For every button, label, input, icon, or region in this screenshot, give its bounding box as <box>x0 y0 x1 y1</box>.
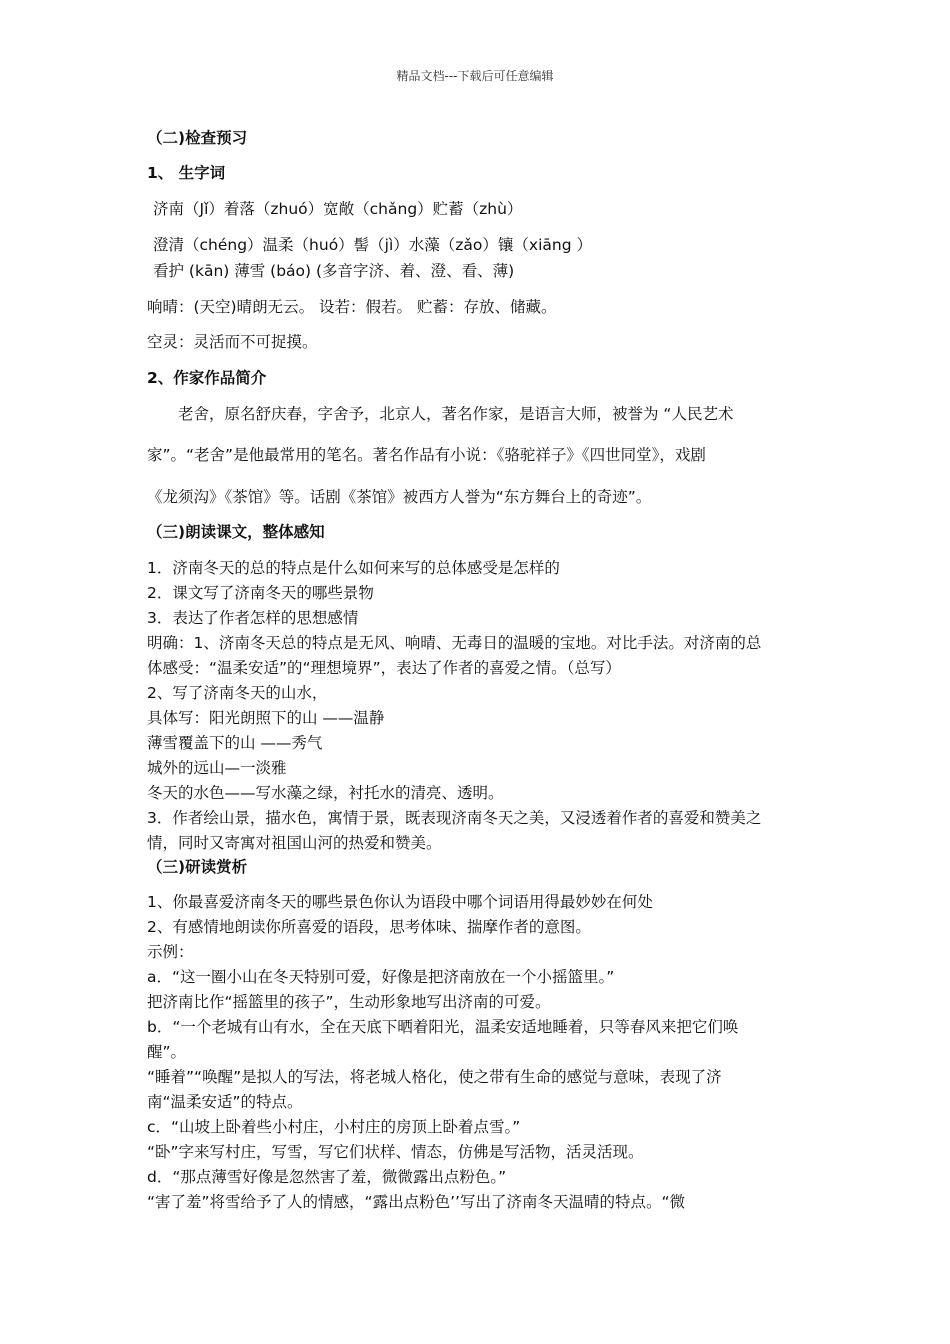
question-line: 3．表达了作者怎样的思想感情 <box>147 609 359 627</box>
example-line: c．“山坡上卧着些小村庄，小村庄的房顶上卧着点雪。” <box>147 1118 521 1136</box>
section-heading: （三)朗读课文，整体感知 <box>147 523 325 541</box>
question-line: 1、你最喜爱济南冬天的哪些景色你认为语段中哪个词语用得最妙妙在何处 <box>147 893 653 911</box>
example-line: “卧”字来写村庄，写雪，写它们状样、情态，仿佛是写活物，活灵活现。 <box>147 1143 644 1161</box>
example-line: 醒”。 <box>147 1043 187 1061</box>
paragraph-line: 老舍，原名舒庆春，字舍予，北京人，著名作家，是语言大师，被誉为 “人民艺术 <box>178 405 734 423</box>
answer-line: 具体写：阳光朗照下的山 ——温静 <box>147 709 385 727</box>
section-heading: （二)检查预习 <box>147 129 248 147</box>
answer-line: 2、写了济南冬天的山水， <box>147 684 328 702</box>
vocab-line: 看护 (kān) 薄雪 (báo) (多音字济、着、澄、看、薄) <box>153 262 515 280</box>
question-line: 2．课文写了济南冬天的哪些景物 <box>147 584 374 602</box>
example-line: 把济南比作“摇篮里的孩子”，生动形象地写出济南的可爱。 <box>147 993 551 1011</box>
answer-line: 城外的远山—一淡雅 <box>147 759 287 777</box>
section-heading: （三)研读赏析 <box>147 858 248 876</box>
example-line: 南“温柔安适”的特点。 <box>147 1093 303 1111</box>
answer-line: 明确：1、济南冬天总的特点是无风、响晴、无毒日的温暖的宝地。对比手法。对济南的总 <box>147 634 762 652</box>
question-line: 1．济南冬天的总的特点是什么如何来写的总体感受是怎样的 <box>147 559 560 577</box>
subsection-heading: 2、作家作品简介 <box>147 369 267 387</box>
definition-line: 响晴：(天空)晴朗无云。 设若：假若。 贮蓄：存放、储藏。 <box>147 298 557 316</box>
example-line: “害了羞”将雪给予了人的情感，“露出点粉色’’写出了济南冬天温晴的特点。“微 <box>147 1193 685 1211</box>
example-line: a．“这一圈小山在冬天特别可爱，好像是把济南放在一个小摇篮里。” <box>147 968 615 986</box>
vocab-line: 澄清（chéng）温柔（huó）髻（jì）水藻（zǎo）镶（xiāng ） <box>153 236 592 254</box>
paragraph-line: 家”。“老舍”是他最常用的笔名。著名作品有小说：《骆驼祥子》《四世同堂》，戏剧 <box>147 446 706 464</box>
answer-line: 3．作者绘山景，描水色，寓情于景，既表现济南冬天之美，又浸透着作者的喜爱和赞美之 <box>147 809 762 827</box>
question-line: 2、有感情地朗读你所喜爱的语段，思考体味、揣摩作者的意图。 <box>147 918 591 936</box>
answer-line: 体感受：“温柔安适”的“理想境界”，表达了作者的喜爱之情。（总写） <box>147 659 621 677</box>
page-header: 精品文档---下载后可任意编辑 <box>396 69 554 83</box>
answer-line: 薄雪覆盖下的山 ——秀气 <box>147 734 323 752</box>
example-line: b．“一个老城有山有水，全在天底下晒着阳光，温柔安适地睡着，只等春风来把它们唤 <box>147 1018 739 1036</box>
answer-line: 情，同时又寄寓对祖国山河的热爱和赞美。 <box>147 834 442 852</box>
example-line: “睡着”“唤醒”是拟人的写法，将老城人格化，使之带有生命的感觉与意味，表现了济 <box>147 1068 722 1086</box>
subsection-heading: 1、 生字词 <box>147 164 226 182</box>
example-label: 示例： <box>147 943 194 961</box>
paragraph-line: 《龙须沟》《茶馆》等。话剧《茶馆》被西方人誉为“东方舞台上的奇迹”。 <box>147 488 652 506</box>
definition-line: 空灵：灵活而不可捉摸。 <box>147 333 318 351</box>
example-line: d．“那点薄雪好像是忽然害了羞，微微露出点粉色。” <box>147 1168 507 1186</box>
vocab-line: 济南（Jǐ）着落（zhuó）宽敞（chǎng）贮蓄（zhù） <box>153 200 523 218</box>
answer-line: 冬天的水色——写水藻之绿，衬托水的清亮、透明。 <box>147 784 504 802</box>
